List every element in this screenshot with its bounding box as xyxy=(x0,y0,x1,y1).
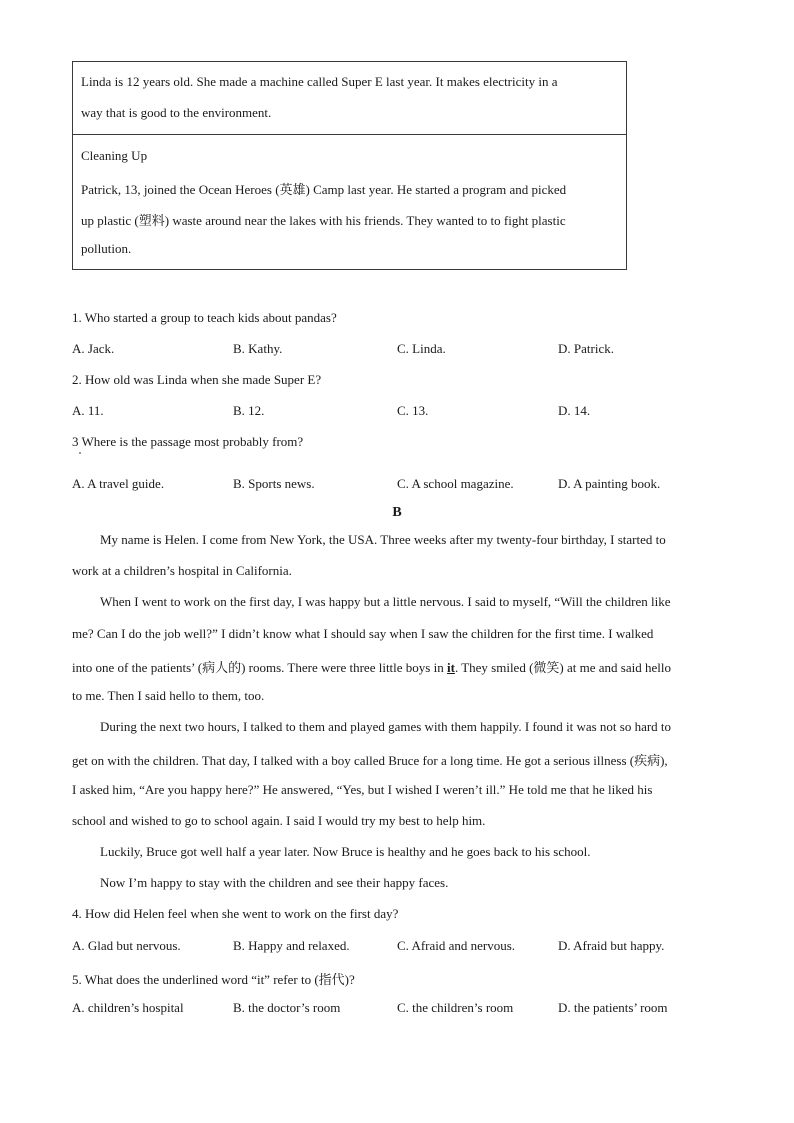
option-3d[interactable]: D. A painting book. xyxy=(558,476,661,491)
question-3: 3 Where is the passage most probably from? xyxy=(72,434,304,449)
question-2: 2. How old was Linda when she made Super E? xyxy=(72,372,322,387)
paragraph-line: school and wished to go to school again. I said I would try my best to help him. xyxy=(72,813,486,828)
option-4b[interactable]: B. Happy and relaxed. xyxy=(233,938,350,953)
question-5: 5. What does the underlined word “it” refer to (指代)? xyxy=(72,972,355,987)
option-5d[interactable]: D. the patients’ room xyxy=(558,1000,668,1015)
option-1a[interactable]: A. Jack. xyxy=(72,341,115,356)
table-text: way that is good to the environment. xyxy=(81,105,272,120)
paragraph-line: me? Can I do the job well?” I didn’t know what I should say when I saw the children for the first time. I walked xyxy=(72,626,654,641)
option-5b[interactable]: B. the doctor’s room xyxy=(233,1000,341,1015)
option-5a[interactable]: A. children’s hospital xyxy=(72,1000,184,1015)
option-3a[interactable]: A. A travel guide. xyxy=(72,476,165,491)
table-heading-cleaning-up: Cleaning Up xyxy=(81,148,148,163)
stray-mark xyxy=(79,452,81,454)
paragraph-line: work at a children’s hospital in California. xyxy=(72,563,292,578)
paragraph-line: I asked him, “Are you happy here?” He answered, “Yes, but I wished I weren’t ill.” He told me that he liked his xyxy=(72,782,653,797)
question-4: 4. How did Helen feel when she went to work on the first day? xyxy=(72,906,399,921)
paragraph-text: into one of the patients’ (病人的) rooms. There were three little boys in xyxy=(72,660,444,675)
table-text: up plastic (塑料) waste around near the lakes with his friends. They wanted to to fight plastic xyxy=(81,213,566,228)
option-5c[interactable]: C. the children’s room xyxy=(397,1000,514,1015)
option-2a[interactable]: A. 11. xyxy=(72,403,104,418)
option-1c[interactable]: C. Linda. xyxy=(397,341,446,356)
paragraph-line: My name is Helen. I come from New York, the USA. Three weeks after my twenty-four birthday, I started to xyxy=(100,532,666,547)
table-text: Linda is 12 years old. She made a machine called Super E last year. It makes electricity in a xyxy=(81,74,558,89)
paragraph-line: to me. Then I said hello to them, too. xyxy=(72,688,265,703)
paragraph-text: . They smiled (微笑) at me and said hello xyxy=(454,660,671,675)
table-text: pollution. xyxy=(81,241,132,256)
table-text: Patrick, 13, joined the Ocean Heroes (英雄) Camp last year. He started a program and picked xyxy=(81,182,567,197)
paragraph-line: Now I’m happy to stay with the children and see their happy faces. xyxy=(100,875,449,890)
option-2d[interactable]: D. 14. xyxy=(558,403,591,418)
paragraph-line: Luckily, Bruce got well half a year later. Now Bruce is healthy and he goes back to his school. xyxy=(100,844,591,859)
question-1: 1. Who started a group to teach kids about pandas? xyxy=(72,310,337,325)
paragraph-line-with-underline xyxy=(72,657,671,676)
underlined-word-it: it xyxy=(446,660,455,675)
option-4d[interactable]: D. Afraid but happy. xyxy=(558,938,665,953)
paragraph-line: When I went to work on the first day, I was happy but a little nervous. I said to myself, “Will the children like xyxy=(100,594,671,609)
option-1b[interactable]: B. Kathy. xyxy=(233,341,283,356)
option-2b[interactable]: B. 12. xyxy=(233,403,265,418)
paragraph-line: During the next two hours, I talked to them and played games with them happily. I found it was not so hard to xyxy=(100,719,672,734)
option-4c[interactable]: C. Afraid and nervous. xyxy=(397,938,516,953)
passage-table xyxy=(72,61,627,270)
section-title: B xyxy=(392,505,402,520)
option-3b[interactable]: B. Sports news. xyxy=(233,476,315,491)
option-2c[interactable]: C. 13. xyxy=(397,403,429,418)
paragraph-line: get on with the children. That day, I talked with a boy called Bruce for a long time. He got a serious illness (疾病), xyxy=(72,753,668,768)
option-1d[interactable]: D. Patrick. xyxy=(558,341,614,356)
table-row-linda xyxy=(73,62,626,135)
option-4a[interactable]: A. Glad but nervous. xyxy=(72,938,181,953)
option-3c[interactable]: C. A school magazine. xyxy=(397,476,514,491)
